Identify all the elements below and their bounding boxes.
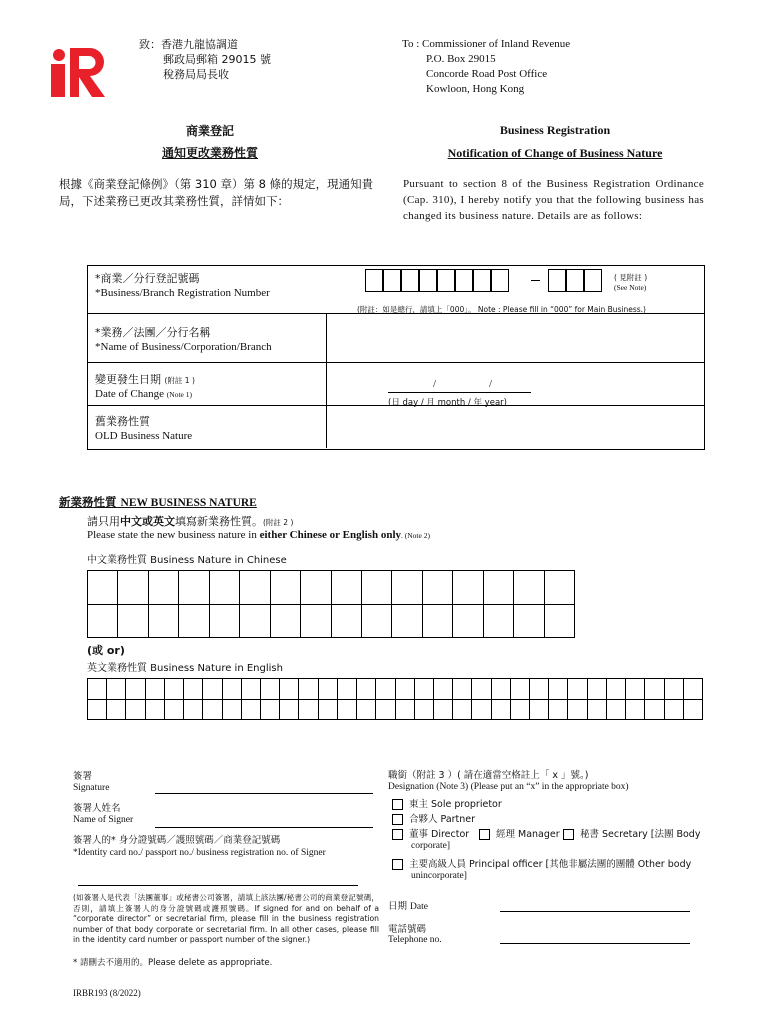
checkbox[interactable] <box>392 859 403 870</box>
title-zh-line1: 商業登記 <box>185 124 234 138</box>
old-nature-label-zh: 舊業務性質 <box>95 415 150 428</box>
option-partner[interactable]: 合夥人 Partner <box>392 811 475 825</box>
signer-id-note: (如簽署人是代表「法團董事」或秘書公司簽署，請填上該法團/秘書公司的商業登記號碼，否則，請填上簽署人的身分證號碼或護照號碼。If signed for and on behalf of a “corporate director” or secretarial firm, please fill in the business registration number of that body corporate or secretarial firm. In all other cases, please fill in the identity card number or passport number of the signer.) <box>73 893 379 944</box>
reg-no-dash <box>531 280 540 281</box>
signer-id-label-en: *Identity card no./ passport no./ business registration no. of Signer <box>73 848 326 858</box>
title-en-line2: Notification of Change of Business Nature <box>447 146 663 160</box>
date-line[interactable] <box>500 911 690 912</box>
signer-name-label-zh: 簽署人姓名 <box>73 803 121 814</box>
ird-logo <box>50 44 110 98</box>
option-secretary[interactable]: 秘書 Secretary [法團 Body <box>563 826 700 840</box>
option-principal-officer[interactable]: 主要高級人員 Principal officer [其他非屬法團的團體 Other body <box>392 856 691 870</box>
signer-id-line[interactable] <box>78 885 358 886</box>
column-divider <box>326 313 327 448</box>
designation-title-en: Designation (Note 3) (Please put an “x” in the appropriate box) <box>388 782 629 792</box>
date-change-input[interactable]: / / <box>388 380 531 393</box>
address-zh-line: 稅務局局長收 <box>163 68 229 81</box>
option-manager[interactable]: 經理 Manager <box>479 826 560 840</box>
chinese-nature-grid[interactable] <box>87 570 575 638</box>
english-nature-label: 英文業務性質 Business Nature in English <box>87 663 283 674</box>
telephone-label-zh: 電話號碼 <box>388 924 427 935</box>
address-english <box>402 37 570 97</box>
address-en-line: Kowloon, Hong Kong <box>426 83 525 95</box>
new-nature-instruction-en: Please state the new business nature in either Chinese or English only. (Note 2) <box>87 529 430 541</box>
telephone-line[interactable] <box>500 943 690 944</box>
option-director[interactable]: 董事 Director <box>392 826 469 840</box>
date-label: 日期 Date <box>388 901 428 912</box>
reg-no-note: (附註：如是總行，請填上「000」。 Note : Please fill in “000” for Main Business.) <box>357 305 646 314</box>
principal-officer-continued: unincorporate] <box>411 871 467 881</box>
address-zh-line: 致：香港九龍協調道 <box>139 38 238 51</box>
signature-label-en: Signature <box>73 783 110 793</box>
intro-english: Pursuant to section 8 of the Business Registration Ordinance (Cap. 310), I hereby notify you that the following business has changed its business nature. Details are as follows: <box>403 178 704 222</box>
secretary-continued: corporate] <box>411 841 451 851</box>
chinese-nature-label: 中文業務性質 Business Nature in Chinese <box>87 555 287 566</box>
address-en-line: P.O. Box 29015 <box>426 53 496 65</box>
checkbox[interactable] <box>392 799 403 810</box>
new-nature-heading: 新業務性質 NEW BUSINESS NATURE <box>59 495 257 509</box>
old-nature-label-en: OLD Business Nature <box>95 430 193 442</box>
branch-no-input[interactable] <box>548 269 604 292</box>
signature-label-zh: 簽署 <box>73 771 93 782</box>
checkbox[interactable] <box>479 829 490 840</box>
checkbox[interactable] <box>392 814 403 825</box>
date-change-label-zh: 變更發生日期 (附註 1 ) <box>95 373 195 386</box>
title-english <box>405 119 705 165</box>
address-en-line: To : Commissioner of Inland Revenue <box>402 38 571 50</box>
signature-line[interactable] <box>155 793 373 794</box>
address-chinese <box>139 37 271 82</box>
form-code: IRBR193 (8/2022) <box>73 988 141 998</box>
checkbox[interactable] <box>392 829 403 840</box>
english-nature-grid[interactable] <box>87 678 703 720</box>
checkbox[interactable] <box>563 829 574 840</box>
reg-no-label-en: *Business/Branch Registration Number <box>95 287 270 299</box>
see-note-zh: ( 見附註 ) <box>614 273 648 282</box>
new-nature-instruction-zh: 請只用中文或英文填寫新業務性質。(附註 2 ) <box>87 515 294 528</box>
reg-no-label-zh: *商業／分行登記號碼 <box>95 272 200 285</box>
see-note-en: (See Note) <box>614 283 647 292</box>
row-divider <box>87 362 705 363</box>
signer-name-label-en: Name of Signer <box>73 815 134 825</box>
signer-id-label-zh: 簽署人的* 身分證號碼／護照號碼／商業登記號碼 <box>73 835 281 846</box>
or-label: (或 or) <box>87 644 125 657</box>
option-sole-proprietor[interactable]: 東主 Sole proprietor <box>392 796 502 810</box>
delete-note: * 請刪去不適用的。Please delete as appropriate. <box>73 958 273 968</box>
business-name-label-zh: *業務／法團／分行名稱 <box>95 326 211 339</box>
business-name-label-en: *Name of Business/Corporation/Branch <box>95 341 272 353</box>
business-name-field[interactable] <box>330 316 700 360</box>
reg-no-input[interactable] <box>365 269 515 292</box>
title-chinese <box>150 120 270 164</box>
address-en-line: Concorde Road Post Office <box>426 68 548 80</box>
designation-title-zh: 職銜（附註 3 ）( 請在適當空格註上「 x 」號。) <box>388 770 589 781</box>
signer-name-line[interactable] <box>155 827 373 828</box>
title-zh-line2: 通知更改業務性質 <box>161 146 258 160</box>
telephone-label-en: Telephone no. <box>388 935 442 945</box>
date-change-label-en: Date of Change (Note 1) <box>95 388 192 400</box>
intro-chinese: 根據《商業登記條例》（第 310 章）第 8 條的規定，現通知貴局，下述業務已更改其業務性質，詳情如下： <box>59 177 374 208</box>
date-format-hint: (日 day / 月 month / 年 year) <box>388 398 507 408</box>
address-zh-line: 郵政局郵箱 29015 號 <box>163 53 271 66</box>
old-nature-field[interactable] <box>330 408 700 446</box>
title-en-line1: Business Registration <box>499 123 611 137</box>
